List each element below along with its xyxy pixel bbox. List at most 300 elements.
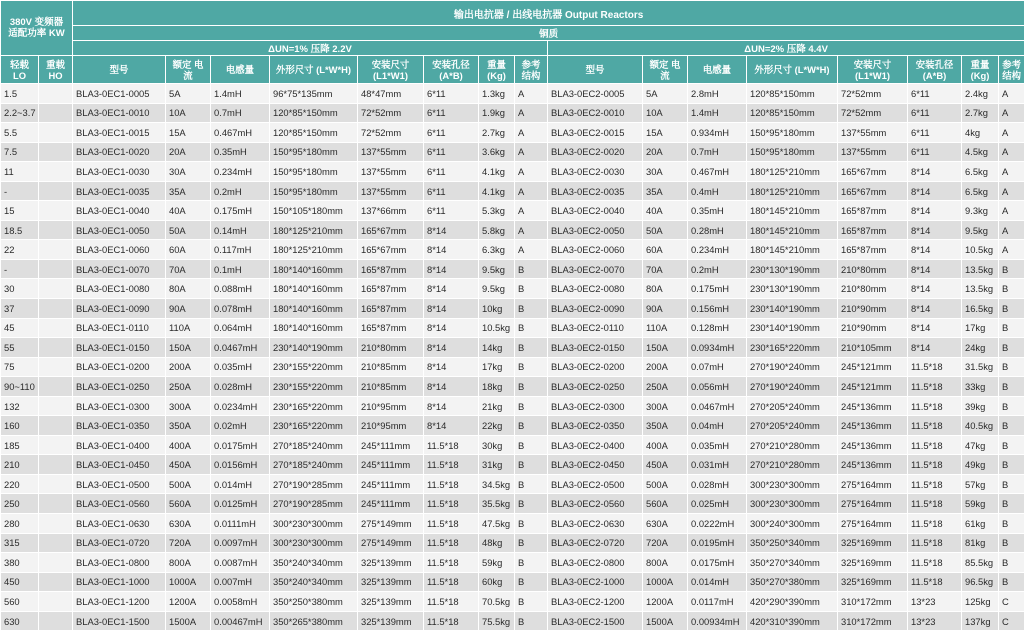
col-header-weight-2: 重量 (Kg) bbox=[962, 56, 999, 84]
table-cell: A bbox=[999, 240, 1024, 260]
table-cell: 0.0125mH bbox=[211, 494, 270, 514]
table-cell: BLA3-0EC1-0080 bbox=[73, 279, 166, 299]
table-cell: 96.5kg bbox=[962, 572, 999, 592]
table-cell: 40A bbox=[643, 201, 688, 221]
table-cell: 125kg bbox=[962, 592, 999, 612]
table-cell: 245*111mm bbox=[358, 494, 424, 514]
table-cell: 210 bbox=[1, 455, 39, 475]
table-cell: 70A bbox=[643, 259, 688, 279]
table-cell: 11.5*18 bbox=[424, 553, 479, 573]
table-cell: 350*240*340mm bbox=[270, 572, 358, 592]
spec-header-2pct: ΔUN=2% 压降 4.4V bbox=[548, 41, 1024, 56]
table-cell: BLA3-0EC1-0350 bbox=[73, 416, 166, 436]
table-cell: 137kg bbox=[962, 611, 999, 631]
table-cell: 230*155*220mm bbox=[270, 357, 358, 377]
table-cell: 180*140*160mm bbox=[270, 259, 358, 279]
table-cell: 6*11 bbox=[908, 103, 962, 123]
col-header-dims: 外形尺寸 (L*W*H) bbox=[270, 56, 358, 84]
table-cell: 6*11 bbox=[424, 103, 479, 123]
table-cell: 245*121mm bbox=[838, 377, 908, 397]
table-cell: 11.5*18 bbox=[424, 592, 479, 612]
table-cell: BLA3-0EC2-0020 bbox=[548, 142, 643, 162]
table-cell: 325*139mm bbox=[358, 572, 424, 592]
table-cell: BLA3-0EC2-0500 bbox=[548, 474, 643, 494]
table-cell: 185 bbox=[1, 435, 39, 455]
table-cell: 1500A bbox=[643, 611, 688, 631]
table-cell bbox=[39, 162, 73, 182]
table-cell: 90A bbox=[643, 299, 688, 319]
table-cell: 8*14 bbox=[908, 338, 962, 358]
table-cell: 31.5kg bbox=[962, 357, 999, 377]
table-cell: 137*55mm bbox=[838, 123, 908, 143]
table-cell bbox=[39, 123, 73, 143]
table-cell: 400A bbox=[643, 435, 688, 455]
table-cell: 0.0097mH bbox=[211, 533, 270, 553]
table-cell: 6*11 bbox=[424, 162, 479, 182]
table-cell: 300*240*300mm bbox=[747, 514, 838, 534]
table-cell: 8*14 bbox=[424, 259, 479, 279]
table-cell: 300*230*300mm bbox=[747, 474, 838, 494]
table-cell: 0.025mH bbox=[688, 494, 747, 514]
table-cell: 8*14 bbox=[424, 338, 479, 358]
table-cell: 800A bbox=[643, 553, 688, 573]
table-cell: 180*145*210mm bbox=[747, 201, 838, 221]
table-cell: 60A bbox=[166, 240, 211, 260]
table-row bbox=[1, 201, 1024, 221]
table-cell: 165*67mm bbox=[358, 220, 424, 240]
table-cell: 137*55mm bbox=[358, 142, 424, 162]
table-cell: 10kg bbox=[479, 299, 515, 319]
col-header-current-2: 额定 电流 bbox=[643, 56, 688, 84]
table-cell bbox=[39, 533, 73, 553]
table-row bbox=[1, 474, 1024, 494]
table-cell: BLA3-0EC2-0040 bbox=[548, 201, 643, 221]
table-cell: BLA3-0EC1-0090 bbox=[73, 299, 166, 319]
table-cell: 210*80mm bbox=[358, 338, 424, 358]
col-header-dims-2: 外形尺寸 (L*W*H) bbox=[747, 56, 838, 84]
table-cell: BLA3-0EC1-0005 bbox=[73, 84, 166, 104]
table-cell: 13*23 bbox=[908, 611, 962, 631]
table-cell: 6*11 bbox=[424, 201, 479, 221]
table-cell: 1.5 bbox=[1, 84, 39, 104]
table-cell: BLA3-0EC2-1000 bbox=[548, 572, 643, 592]
table-cell: A bbox=[999, 84, 1024, 104]
table-cell: 250A bbox=[643, 377, 688, 397]
table-cell: 0.175mH bbox=[688, 279, 747, 299]
table-cell: BLA3-0EC2-0060 bbox=[548, 240, 643, 260]
table-cell: 380 bbox=[1, 553, 39, 573]
table-cell: 33kg bbox=[962, 377, 999, 397]
table-cell: 270*190*285mm bbox=[270, 474, 358, 494]
table-cell: 6*11 bbox=[424, 123, 479, 143]
table-cell: 0.128mH bbox=[688, 318, 747, 338]
table-cell: B bbox=[515, 494, 548, 514]
table-cell: 49kg bbox=[962, 455, 999, 475]
table-cell: B bbox=[999, 318, 1024, 338]
table-cell: A bbox=[515, 142, 548, 162]
table-row bbox=[1, 514, 1024, 534]
table-cell: 8*14 bbox=[424, 318, 479, 338]
table-cell: BLA3-0EC1-0400 bbox=[73, 435, 166, 455]
table-cell: 230*165*220mm bbox=[747, 338, 838, 358]
table-cell: 47.5kg bbox=[479, 514, 515, 534]
table-cell: 0.028mH bbox=[688, 474, 747, 494]
table-cell: 0.467mH bbox=[211, 123, 270, 143]
table-cell: 310*172mm bbox=[838, 592, 908, 612]
table-cell: 13.5kg bbox=[962, 279, 999, 299]
table-cell: 11.5*18 bbox=[908, 572, 962, 592]
table-cell: 230*165*220mm bbox=[270, 416, 358, 436]
table-row bbox=[1, 435, 1024, 455]
table-cell: 350*240*340mm bbox=[270, 553, 358, 573]
table-cell: 230*130*190mm bbox=[747, 279, 838, 299]
table-cell: 11.5*18 bbox=[424, 494, 479, 514]
table-cell: 50A bbox=[643, 220, 688, 240]
table-cell: 37 bbox=[1, 299, 39, 319]
table-cell: 350*250*380mm bbox=[270, 592, 358, 612]
table-cell: 8*14 bbox=[908, 279, 962, 299]
table-cell: 11.5*18 bbox=[424, 514, 479, 534]
col-header-inductance-2: 电感量 bbox=[688, 56, 747, 84]
table-row bbox=[1, 299, 1024, 319]
table-cell: 120*85*150mm bbox=[747, 84, 838, 104]
table-cell: 245*121mm bbox=[838, 357, 908, 377]
table-cell: 40A bbox=[166, 201, 211, 221]
table-row bbox=[1, 123, 1024, 143]
table-cell: 180*140*160mm bbox=[270, 318, 358, 338]
table-cell bbox=[39, 553, 73, 573]
table-cell: 8*14 bbox=[424, 396, 479, 416]
table-cell: 200A bbox=[166, 357, 211, 377]
table-cell: A bbox=[515, 181, 548, 201]
table-cell: 180*140*160mm bbox=[270, 299, 358, 319]
table-cell: BLA3-0EC2-0015 bbox=[548, 123, 643, 143]
table-cell: BLA3-0EC1-0800 bbox=[73, 553, 166, 573]
table-cell: A bbox=[515, 84, 548, 104]
table-cell: 250 bbox=[1, 494, 39, 514]
table-cell: 165*87mm bbox=[838, 201, 908, 221]
table-cell bbox=[39, 611, 73, 631]
table-cell: A bbox=[515, 201, 548, 221]
table-cell: 90~110 bbox=[1, 377, 39, 397]
table-cell: 4.1kg bbox=[479, 162, 515, 182]
table-cell: BLA3-0EC2-1500 bbox=[548, 611, 643, 631]
table-cell: 120*85*150mm bbox=[270, 123, 358, 143]
table-cell: 500A bbox=[166, 474, 211, 494]
table-row bbox=[1, 553, 1024, 573]
table-cell: B bbox=[515, 279, 548, 299]
table-cell: B bbox=[999, 435, 1024, 455]
table-cell: BLA3-0EC1-1000 bbox=[73, 572, 166, 592]
table-row bbox=[1, 494, 1024, 514]
table-cell: 2.7kg bbox=[479, 123, 515, 143]
table-cell bbox=[39, 572, 73, 592]
table-cell: 48kg bbox=[479, 533, 515, 553]
table-cell: 230*155*220mm bbox=[270, 377, 358, 397]
table-cell: 17kg bbox=[962, 318, 999, 338]
table-cell: A bbox=[999, 142, 1024, 162]
table-cell: 5.5 bbox=[1, 123, 39, 143]
table-cell: 11.5*18 bbox=[908, 494, 962, 514]
table-cell: 150*95*180mm bbox=[747, 123, 838, 143]
table-cell: B bbox=[999, 416, 1024, 436]
table-cell: 165*67mm bbox=[358, 240, 424, 260]
table-cell: 30 bbox=[1, 279, 39, 299]
table-cell: 4.1kg bbox=[479, 181, 515, 201]
table-cell: 150*95*180mm bbox=[270, 142, 358, 162]
table-row bbox=[1, 103, 1024, 123]
table-cell: 0.0156mH bbox=[211, 455, 270, 475]
table-cell: BLA3-0EC1-1500 bbox=[73, 611, 166, 631]
table-cell: 165*87mm bbox=[838, 220, 908, 240]
table-cell: BLA3-0EC1-0560 bbox=[73, 494, 166, 514]
table-cell: 230*140*190mm bbox=[270, 338, 358, 358]
table-cell: 0.02mH bbox=[211, 416, 270, 436]
table-cell: 8*14 bbox=[908, 240, 962, 260]
table-cell: 45 bbox=[1, 318, 39, 338]
table-cell: 0.28mH bbox=[688, 220, 747, 240]
table-cell: B bbox=[999, 338, 1024, 358]
table-cell: BLA3-0EC2-1200 bbox=[548, 592, 643, 612]
table-cell: 81kg bbox=[962, 533, 999, 553]
table-cell: 6*11 bbox=[908, 142, 962, 162]
table-cell: 20A bbox=[166, 142, 211, 162]
table-cell: 0.088mH bbox=[211, 279, 270, 299]
table-cell: 8*14 bbox=[424, 220, 479, 240]
table-cell: 30A bbox=[166, 162, 211, 182]
table-cell: 13*23 bbox=[908, 592, 962, 612]
table-cell: 325*139mm bbox=[358, 611, 424, 631]
table-cell: 6*11 bbox=[908, 84, 962, 104]
table-cell: 300*230*300mm bbox=[270, 514, 358, 534]
table-cell: 61kg bbox=[962, 514, 999, 534]
table-cell: 0.00934mH bbox=[688, 611, 747, 631]
table-cell: 325*169mm bbox=[838, 533, 908, 553]
table-cell: B bbox=[515, 611, 548, 631]
table-cell: B bbox=[515, 474, 548, 494]
table-cell: BLA3-0EC1-0150 bbox=[73, 338, 166, 358]
table-cell: B bbox=[999, 259, 1024, 279]
table-cell bbox=[39, 220, 73, 240]
table-cell: 120*85*150mm bbox=[270, 103, 358, 123]
table-cell: 300A bbox=[643, 396, 688, 416]
table-cell: 230*140*190mm bbox=[747, 299, 838, 319]
table-cell: 11 bbox=[1, 162, 39, 182]
table-body bbox=[1, 84, 1024, 631]
table-cell: 72*52mm bbox=[358, 123, 424, 143]
table-cell: 0.7mH bbox=[211, 103, 270, 123]
table-cell: BLA3-0EC2-0110 bbox=[548, 318, 643, 338]
table-cell: 0.014mH bbox=[688, 572, 747, 592]
table-cell: BLA3-0EC2-0400 bbox=[548, 435, 643, 455]
table-cell: 72*52mm bbox=[838, 103, 908, 123]
table-cell: BLA3-0EC2-0005 bbox=[548, 84, 643, 104]
table-cell bbox=[39, 514, 73, 534]
table-cell: 310*172mm bbox=[838, 611, 908, 631]
table-cell: 300*230*300mm bbox=[747, 494, 838, 514]
table-cell: B bbox=[515, 357, 548, 377]
table-cell: 8*14 bbox=[908, 318, 962, 338]
table-row bbox=[1, 396, 1024, 416]
table-cell: 10A bbox=[166, 103, 211, 123]
table-cell: 180*125*210mm bbox=[747, 181, 838, 201]
table-cell: 245*136mm bbox=[838, 455, 908, 475]
table-cell: 35A bbox=[643, 181, 688, 201]
table-cell: 0.35mH bbox=[211, 142, 270, 162]
table-cell: 11.5*18 bbox=[908, 357, 962, 377]
table-cell: 15 bbox=[1, 201, 39, 221]
table-cell: BLA3-0EC2-0070 bbox=[548, 259, 643, 279]
table-cell: 16.5kg bbox=[962, 299, 999, 319]
table-cell: 9.3kg bbox=[962, 201, 999, 221]
table-cell: 57kg bbox=[962, 474, 999, 494]
table-cell bbox=[39, 201, 73, 221]
table-cell: 137*55mm bbox=[838, 142, 908, 162]
table-cell: 210*80mm bbox=[838, 259, 908, 279]
table-cell: BLA3-0EC1-0020 bbox=[73, 142, 166, 162]
table-cell: 250A bbox=[166, 377, 211, 397]
table-cell: 210*95mm bbox=[358, 396, 424, 416]
table-cell: BLA3-0EC1-0070 bbox=[73, 259, 166, 279]
table-cell: 150*95*180mm bbox=[270, 181, 358, 201]
table-cell: 630A bbox=[643, 514, 688, 534]
table-cell: 165*87mm bbox=[358, 318, 424, 338]
table-cell: BLA3-0EC2-0090 bbox=[548, 299, 643, 319]
table-cell: 48*47mm bbox=[358, 84, 424, 104]
table-cell: BLA3-0EC2-0300 bbox=[548, 396, 643, 416]
table-cell: 40.5kg bbox=[962, 416, 999, 436]
table-cell: 325*139mm bbox=[358, 553, 424, 573]
table-cell: 11.5*18 bbox=[908, 553, 962, 573]
col-header-weight: 重量 (Kg) bbox=[479, 56, 515, 84]
table-cell: 22kg bbox=[479, 416, 515, 436]
table-cell: 560A bbox=[166, 494, 211, 514]
table-cell: 0.7mH bbox=[688, 142, 747, 162]
table-cell: BLA3-0EC2-0150 bbox=[548, 338, 643, 358]
table-cell: 110A bbox=[643, 318, 688, 338]
table-cell: BLA3-0EC2-0010 bbox=[548, 103, 643, 123]
table-row bbox=[1, 84, 1024, 104]
table-cell: 210*90mm bbox=[838, 299, 908, 319]
table-cell: 0.035mH bbox=[688, 435, 747, 455]
table-cell: 0.35mH bbox=[688, 201, 747, 221]
col-header-model: 型号 bbox=[73, 56, 166, 84]
table-cell: B bbox=[999, 299, 1024, 319]
table-cell: A bbox=[515, 103, 548, 123]
table-cell: 0.078mH bbox=[211, 299, 270, 319]
table-cell: 0.0117mH bbox=[688, 592, 747, 612]
table-cell: 180*125*210mm bbox=[270, 220, 358, 240]
table-cell: 300A bbox=[166, 396, 211, 416]
table-cell: 137*55mm bbox=[358, 162, 424, 182]
table-cell: B bbox=[515, 553, 548, 573]
table-cell bbox=[39, 435, 73, 455]
table-cell: 5A bbox=[643, 84, 688, 104]
table-cell: 1000A bbox=[166, 572, 211, 592]
table-cell: 0.1mH bbox=[211, 259, 270, 279]
col-header-mount: 安装尺寸 (L1*W1) bbox=[358, 56, 424, 84]
table-cell: 0.056mH bbox=[688, 377, 747, 397]
table-cell: BLA3-0EC1-1200 bbox=[73, 592, 166, 612]
table-cell: 80A bbox=[643, 279, 688, 299]
col-header-hole-2: 安装孔径 (A*B) bbox=[908, 56, 962, 84]
table-row bbox=[1, 377, 1024, 397]
table-cell: 11.5*18 bbox=[424, 474, 479, 494]
table-cell: 160 bbox=[1, 416, 39, 436]
table-cell: 55 bbox=[1, 338, 39, 358]
table-row bbox=[1, 142, 1024, 162]
table-cell: 35.5kg bbox=[479, 494, 515, 514]
table-cell: BLA3-0EC1-0250 bbox=[73, 377, 166, 397]
table-cell: 24kg bbox=[962, 338, 999, 358]
table-row bbox=[1, 533, 1024, 553]
table-cell: BLA3-0EC1-0060 bbox=[73, 240, 166, 260]
table-cell: C bbox=[999, 592, 1024, 612]
table-cell: 275*164mm bbox=[838, 474, 908, 494]
table-cell: B bbox=[999, 572, 1024, 592]
table-cell: 0.064mH bbox=[211, 318, 270, 338]
table-cell: 10A bbox=[643, 103, 688, 123]
table-cell: 0.0058mH bbox=[211, 592, 270, 612]
table-cell: 59kg bbox=[962, 494, 999, 514]
table-cell: 0.07mH bbox=[688, 357, 747, 377]
table-cell: 4kg bbox=[962, 123, 999, 143]
table-cell bbox=[39, 84, 73, 104]
table-row bbox=[1, 279, 1024, 299]
table-cell: 72*52mm bbox=[838, 84, 908, 104]
table-cell: BLA3-0EC1-0450 bbox=[73, 455, 166, 475]
table-row bbox=[1, 338, 1024, 358]
table-cell: B bbox=[515, 572, 548, 592]
table-cell: 8*14 bbox=[424, 240, 479, 260]
col-header-model-2: 型号 bbox=[548, 56, 643, 84]
table-cell bbox=[39, 416, 73, 436]
table-cell bbox=[39, 142, 73, 162]
table-cell: 150A bbox=[643, 338, 688, 358]
table-cell: 180*145*210mm bbox=[747, 240, 838, 260]
table-cell: 630A bbox=[166, 514, 211, 534]
table-cell bbox=[39, 396, 73, 416]
table-cell: 210*85mm bbox=[358, 357, 424, 377]
table-cell: 270*210*280mm bbox=[747, 435, 838, 455]
table-cell: 270*190*240mm bbox=[747, 357, 838, 377]
table-cell: B bbox=[515, 533, 548, 553]
table-cell: 90A bbox=[166, 299, 211, 319]
col-header-ref: 参考 结构 bbox=[515, 56, 548, 84]
table-cell: B bbox=[999, 533, 1024, 553]
table-cell: 0.156mH bbox=[688, 299, 747, 319]
table-cell: BLA3-0EC1-0630 bbox=[73, 514, 166, 534]
table-cell: 8*14 bbox=[908, 181, 962, 201]
table-cell: B bbox=[999, 279, 1024, 299]
table-cell: 20A bbox=[643, 142, 688, 162]
table-cell: 350*250*340mm bbox=[747, 533, 838, 553]
table-cell: 1.3kg bbox=[479, 84, 515, 104]
table-cell: 0.0087mH bbox=[211, 553, 270, 573]
table-cell: 315 bbox=[1, 533, 39, 553]
table-cell: 560A bbox=[643, 494, 688, 514]
table-cell: 18.5 bbox=[1, 220, 39, 240]
table-cell: 15A bbox=[643, 123, 688, 143]
table-cell: 3.6kg bbox=[479, 142, 515, 162]
table-cell: 11.5*18 bbox=[424, 533, 479, 553]
table-cell bbox=[39, 240, 73, 260]
table-cell: 325*139mm bbox=[358, 592, 424, 612]
table-cell bbox=[39, 338, 73, 358]
table-cell bbox=[39, 259, 73, 279]
table-cell: B bbox=[515, 514, 548, 534]
table-cell: 180*145*210mm bbox=[747, 220, 838, 240]
